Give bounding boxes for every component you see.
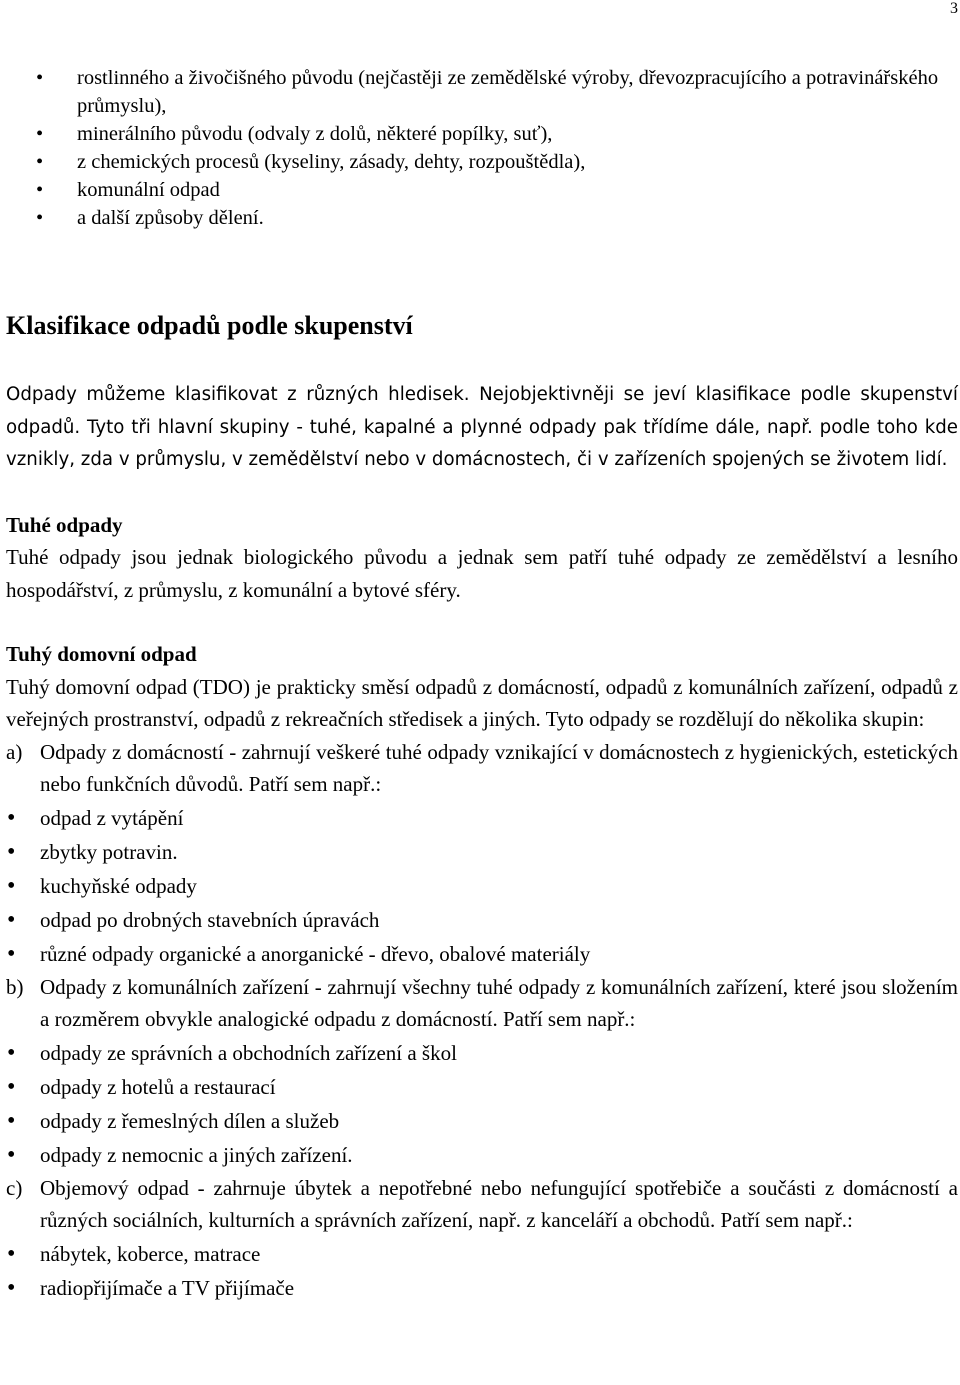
group-letter: b)	[6, 974, 24, 999]
tuhe-odpady-text: Tuhé odpady jsou jednak biologického původu a jednak sem patří tuhé odpady ze zemědělství a lesního hospodářství, z průmyslu, z komunální a bytové sféry.	[6, 545, 958, 602]
section-heading: Klasifikace odpadů podle skupenství	[6, 311, 413, 340]
group-letter: c)	[6, 1175, 23, 1200]
list-item: • minerálního původu (odvaly z dolů, některé popílky, suť),	[6, 120, 958, 148]
group-a-list	[6, 801, 958, 971]
group-a	[6, 736, 958, 801]
origin-list	[6, 64, 958, 232]
group-c-list	[6, 1237, 958, 1305]
group-text: Odpady z domácností - zahrnují veškeré tuhé odpady vznikající v domácnostech z hygienických, estetických nebo funkčních důvodů. Patří sem např.:	[40, 739, 958, 796]
intro-paragraph: Odpady můžeme klasifikovat z různých hledisek. Nejobjektivněji se jeví klasifikace podle skupenství odpadů. Tyto tři hlavní skupiny - tuhé, kapalné a plynné odpady pak třídíme dále, např. podle toho kde vznikly, zda v průmyslu, v zemědělství nebo v domácnostech, či v zařízeních spojených se životem lidí.	[6, 384, 958, 470]
tdo-text: Tuhý domovní odpad (TDO) je prakticky směsí odpadů z domácností, odpadů z komunálních zařízení, odpadů z veřejných prostranství, odpadů z rekreačních středisek a jiných. Tyto odpady se rozdělují do několika skupin:	[6, 674, 958, 731]
list-item: • rostlinného a živočišného původu (nejčastěji ze zemědělské výroby, dřevozpracujícího a potravinářského průmyslu),	[6, 64, 958, 120]
list-item: • odpady z hotelů a restaurací	[6, 1070, 958, 1104]
group-b	[6, 971, 958, 1036]
list-item: • kuchyňské odpady	[6, 869, 958, 903]
tuhe-odpady-heading: Tuhé odpady	[6, 512, 123, 537]
list-item: • komunální odpad	[6, 176, 958, 204]
group-b-list	[6, 1036, 958, 1172]
group-text: Objemový odpad - zahrnuje úbytek a nepotřebné nebo nefungující spotřebiče a součásti z domácností a různých sociálních, kulturních a správních zařízení, např. z kanceláří a obchodů. Patří sem např.:	[40, 1175, 958, 1232]
document-body	[6, 64, 958, 1305]
group-letter: a)	[6, 739, 23, 764]
list-item: • odpady z řemeslných dílen a služeb	[6, 1104, 958, 1138]
list-item: • odpady z nemocnic a jiných zařízení.	[6, 1138, 958, 1172]
group-c	[6, 1172, 958, 1237]
list-item: • nábytek, koberce, matrace	[6, 1237, 958, 1271]
list-item: • z chemických procesů (kyseliny, zásady, dehty, rozpouštědla),	[6, 148, 958, 176]
page-number: 3	[950, 0, 958, 17]
list-item: • radiopřijímače a TV přijímače	[6, 1271, 958, 1305]
list-item: • odpad po drobných stavebních úpravách	[6, 903, 958, 937]
list-item: • různé odpady organické a anorganické - dřevo, obalové materiály	[6, 937, 958, 971]
list-item: • odpady ze správních a obchodních zařízení a škol	[6, 1036, 958, 1070]
list-item: • zbytky potravin.	[6, 835, 958, 869]
list-item: • odpad z vytápění	[6, 801, 958, 835]
list-item: • a další způsoby dělení.	[6, 204, 958, 232]
tdo-heading: Tuhý domovní odpad	[6, 642, 197, 666]
group-text: Odpady z komunálních zařízení - zahrnují všechny tuhé odpady z komunálních zařízení, které jsou složením a rozměrem obvykle analogické odpadu z domácností. Patří sem např.:	[40, 974, 958, 1031]
